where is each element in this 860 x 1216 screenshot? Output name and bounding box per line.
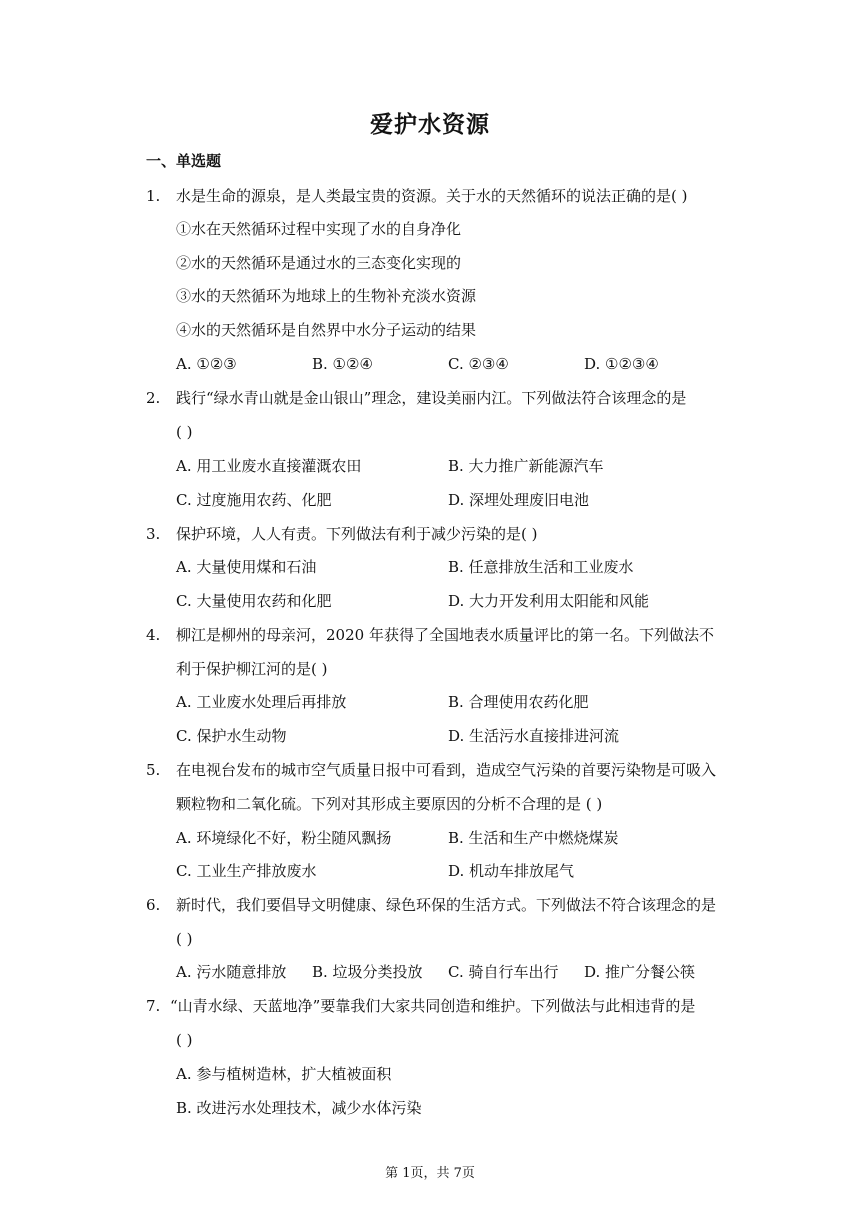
option[interactable]: C. 骑自行车出行 xyxy=(448,963,559,981)
question-stem: 利于保护柳江河的是( ) xyxy=(176,660,328,678)
question-stem: ( ) xyxy=(176,423,193,441)
option[interactable]: B. 任意排放生活和工业废水 xyxy=(448,558,634,576)
option[interactable]: D. 机动车排放尾气 xyxy=(448,862,575,880)
option[interactable]: B. 大力推广新能源汽车 xyxy=(448,457,604,475)
question-stem: 柳江是柳州的母亲河，2020 年获得了全国地表水质量评比的第一名。下列做法不 xyxy=(176,626,714,644)
option[interactable]: B. ①②④ xyxy=(312,355,373,373)
option[interactable]: C. 工业生产排放废水 xyxy=(176,862,317,880)
question-number: 2. xyxy=(146,389,161,407)
question-stem: 水是生命的源泉，是人类最宝贵的资源。关于水的天然循环的说法正确的是( ) xyxy=(176,187,688,205)
option[interactable]: B. 改进污水处理技术，减少水体污染 xyxy=(176,1099,422,1117)
option[interactable]: A. 污水随意排放 xyxy=(176,963,287,981)
statement: ③水的天然循环为地球上的生物补充淡水资源 xyxy=(176,287,477,305)
option[interactable]: A. 大量使用煤和石油 xyxy=(176,558,317,576)
option[interactable]: A. 用工业废水直接灌溉农田 xyxy=(176,457,362,475)
statement: ①水在天然循环过程中实现了水的自身净化 xyxy=(176,220,462,238)
option[interactable]: C. 大量使用农药和化肥 xyxy=(176,592,332,610)
question-number: 1. xyxy=(146,187,161,205)
option[interactable]: A. 环境绿化不好，粉尘随风飘扬 xyxy=(176,829,392,847)
option[interactable]: D. ①②③④ xyxy=(584,355,659,373)
option[interactable]: B. 合理使用农药化肥 xyxy=(448,693,589,711)
page-title: 爱护水资源 xyxy=(370,111,490,138)
option[interactable]: C. ②③④ xyxy=(448,355,509,373)
option[interactable]: C. 保护水生动物 xyxy=(176,727,287,745)
question-stem: 保护环境，人人有责。下列做法有利于减少污染的是( ) xyxy=(176,525,538,543)
option[interactable]: D. 推广分餐公筷 xyxy=(584,963,696,981)
option[interactable]: A. ①②③ xyxy=(176,355,237,373)
option[interactable]: B. 垃圾分类投放 xyxy=(312,963,423,981)
question-number: 4. xyxy=(146,626,161,644)
option[interactable]: A. 参与植树造林，扩大植被面积 xyxy=(176,1065,392,1083)
question-stem: ( ) xyxy=(176,1031,193,1049)
section-heading: 一、单选题 xyxy=(146,152,222,170)
question-number: 6. xyxy=(146,896,161,914)
question-stem: “山青水绿、天蓝地净”要靠我们大家共同创造和维护。下列做法与此相违背的是 xyxy=(170,997,696,1015)
question-stem: 颗粒物和二氧化硫。下列对其形成主要原因的分析不合理的是 ( ) xyxy=(176,795,603,813)
option[interactable]: C. 过度施用农药、化肥 xyxy=(176,491,332,509)
statement: ④水的天然循环是自然界中水分子运动的结果 xyxy=(176,321,477,339)
question-stem: 践行“绿水青山就是金山银山”理念，建设美丽内江。下列做法符合该理念的是 xyxy=(176,389,687,407)
page-footer: 第 1页，共 7页 xyxy=(385,1166,475,1181)
question-number: 5. xyxy=(146,761,161,779)
option[interactable]: A. 工业废水处理后再排放 xyxy=(176,693,347,711)
option[interactable]: D. 大力开发利用太阳能和风能 xyxy=(448,592,650,610)
option[interactable]: B. 生活和生产中燃烧煤炭 xyxy=(448,829,619,847)
statement: ②水的天然循环是通过水的三态变化实现的 xyxy=(176,254,462,272)
question-stem: 新时代，我们要倡导文明健康、绿色环保的生活方式。下列做法不符合该理念的是 xyxy=(176,896,717,914)
option[interactable]: D. 深埋处理废旧电池 xyxy=(448,491,590,509)
option[interactable]: D. 生活污水直接排进河流 xyxy=(448,727,620,745)
question-number: 7. xyxy=(146,997,161,1015)
question-number: 3. xyxy=(146,525,161,543)
question-stem: 在电视台发布的城市空气质量日报中可看到，造成空气污染的首要污染物是可吸入 xyxy=(176,761,717,779)
question-stem: ( ) xyxy=(176,930,193,948)
